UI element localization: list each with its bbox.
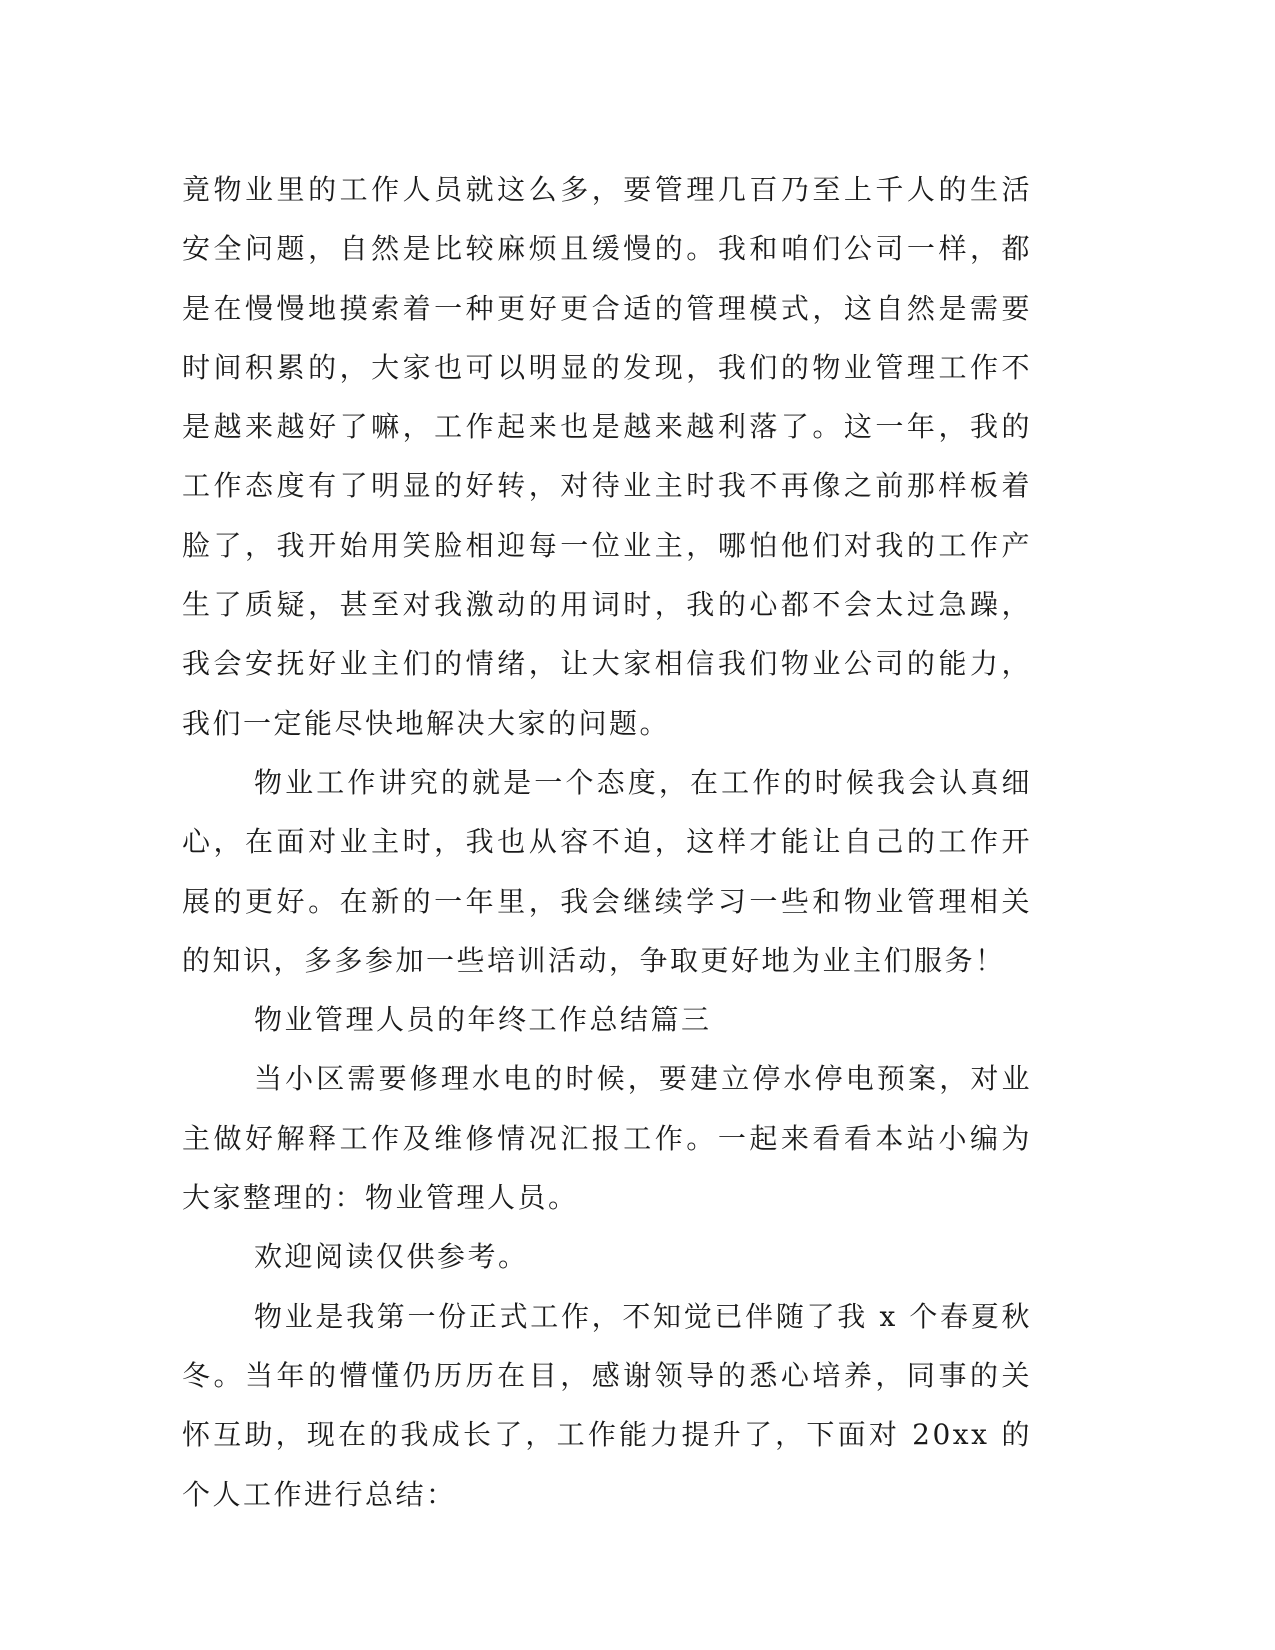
paragraph-2: 物业工作讲究的就是一个态度，在工作的时候我会认真细心，在面对业主时，我也从容不迫，这样才能让自己的工作开展的更好。在新的一年里，我会继续学习一些和物业管理相关的知识，多多参加一些培训活动，争取更好地为业主们服务！ bbox=[182, 765, 1032, 977]
paragraph-5: 欢迎阅读仅供参考。 bbox=[254, 1240, 529, 1274]
paragraph-1: 竟物业里的工作人员就这么多，要管理几百乃至上千人的生活安全问题，自然是比较麻烦且缓慢的。我和咱们公司一样，都是在慢慢地摸索着一种更好更合适的管理模式，这自然是需要时间积累的，大家也可以明显的发现，我们的物业管理工作不是越来越好了嘛，工作起来也是越来越利落了。这一年，我的工作态度有了明显的好转，对待业主时我不再像之前那样板着脸了，我开始用笑脸相迎每一位业主，哪怕他们对我的工作产生了质疑，甚至对我激动的用词时，我的心都不会太过急躁，我会安抚好业主们的情绪，让大家相信我们物业公司的能力，我们一定能尽快地解决大家的问题。 bbox=[182, 173, 1032, 740]
section-heading: 物业管理人员的年终工作总结篇三 bbox=[254, 1003, 712, 1037]
document-body bbox=[182, 160, 1032, 1524]
paragraph-6: 物业是我第一份正式工作，不知觉已伴随了我 x 个春夏秋冬。当年的懵懂仍历历在目，感谢领导的悉心培养，同事的关怀互助，现在的我成长了，工作能力提升了，下面对 20xx 的个人工作进行总结： bbox=[182, 1299, 1032, 1511]
paragraph-4: 当小区需要修理水电的时候，要建立停水停电预案，对业主做好解释工作及维修情况汇报工作。一起来看看本站小编为大家整理的：物业管理人员。 bbox=[182, 1062, 1032, 1215]
